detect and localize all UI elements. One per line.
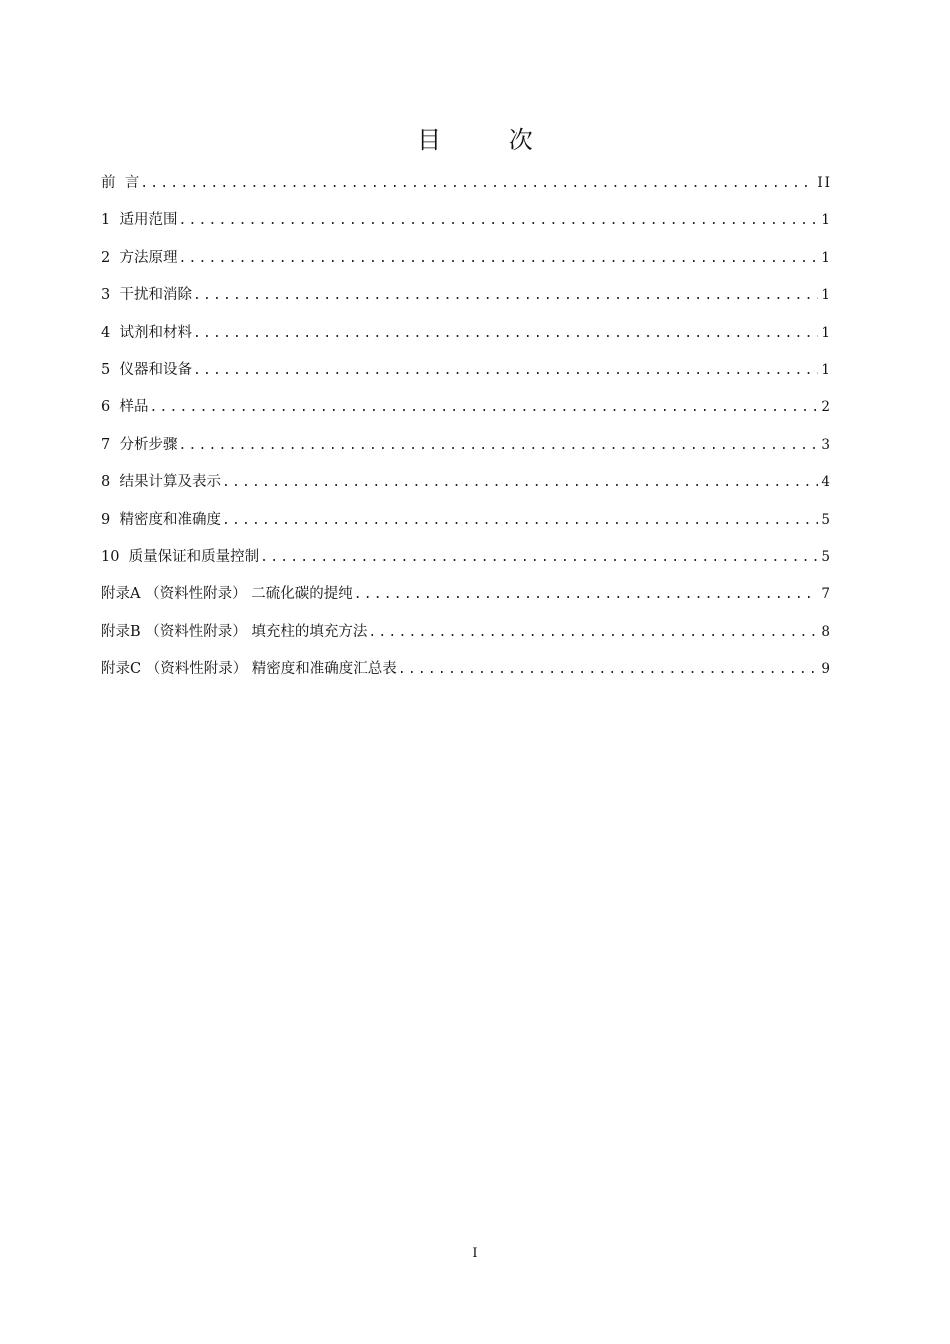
toc-title: 目 次 (417, 126, 563, 154)
toc-dot-leader (368, 618, 818, 648)
toc-dot-leader (178, 244, 818, 274)
page-number: I (472, 1246, 478, 1261)
toc-dot-leader (178, 431, 818, 461)
toc-entry-label: 附录A （资料性附录） 二硫化碳的提纯 (101, 586, 353, 603)
toc-entry-label: 6 样品 (101, 399, 149, 416)
toc-entry-8[interactable] (101, 467, 832, 504)
toc-entry-2[interactable] (101, 243, 832, 280)
toc-entry-page: 5 (821, 511, 832, 528)
toc-entry-appendix-b[interactable] (101, 617, 832, 654)
toc-entry-page: 1 (821, 249, 832, 266)
toc-entry-5[interactable] (101, 355, 832, 392)
toc-entry-label: 3 干扰和消除 (101, 287, 192, 304)
toc-dot-leader (193, 356, 818, 386)
toc-entry-9[interactable] (101, 505, 832, 542)
toc-dot-leader (149, 393, 818, 423)
toc-entry-label: 附录B （资料性附录） 填充柱的填充方法 (101, 623, 368, 640)
toc-dot-leader (178, 206, 818, 236)
toc-entry-page: 1 (821, 324, 832, 341)
toc-entry-page: II (817, 175, 832, 191)
toc-entry-label: 8 结果计算及表示 (101, 474, 221, 491)
toc-entry-page: 7 (821, 586, 832, 603)
toc-entry-label: 10 质量保证和质量控制 (101, 548, 260, 565)
toc-entry-label: 前 言 (101, 175, 140, 191)
toc-dot-leader (193, 281, 818, 311)
toc-entry-page: 8 (821, 623, 832, 640)
toc-entry-10[interactable] (101, 542, 832, 579)
toc-entry-page: 9 (821, 661, 832, 678)
toc-dot-leader (140, 169, 814, 199)
toc-entry-page: 2 (821, 399, 832, 416)
toc-dot-leader (354, 580, 819, 610)
toc-entry-page: 1 (821, 361, 832, 378)
toc-entry-3[interactable] (101, 280, 832, 317)
toc-entry-page: 5 (821, 548, 832, 565)
toc-dot-leader (222, 506, 818, 536)
toc-entry-appendix-c[interactable] (101, 654, 832, 691)
toc-entry-7[interactable] (101, 430, 832, 467)
toc-entry-label: 4 试剂和材料 (101, 324, 192, 341)
toc-entry-page: 3 (821, 436, 832, 453)
toc-dot-leader (193, 319, 818, 349)
toc-entry-label: 7 分析步骤 (101, 436, 178, 453)
toc-entry-label: 9 精密度和准确度 (101, 511, 221, 528)
toc-entry-appendix-a[interactable] (101, 579, 832, 616)
toc-entry-page: 4 (821, 474, 832, 491)
toc-entry-1[interactable] (101, 205, 832, 242)
toc-entry-label: 1 适用范围 (101, 212, 178, 229)
toc-dot-leader (398, 655, 819, 685)
toc-dot-leader (222, 468, 818, 498)
toc-entry-foreword[interactable] (101, 168, 832, 205)
toc-list (101, 168, 832, 691)
toc-dot-leader (260, 543, 818, 573)
toc-entry-label: 2 方法原理 (101, 249, 178, 266)
toc-entry-page: 1 (821, 287, 832, 304)
toc-entry-label: 附录C （资料性附录） 精密度和准确度汇总表 (101, 661, 397, 678)
toc-entry-label: 5 仪器和设备 (101, 361, 192, 378)
toc-entry-4[interactable] (101, 318, 832, 355)
toc-entry-page: 1 (821, 212, 832, 229)
toc-entry-6[interactable] (101, 392, 832, 429)
